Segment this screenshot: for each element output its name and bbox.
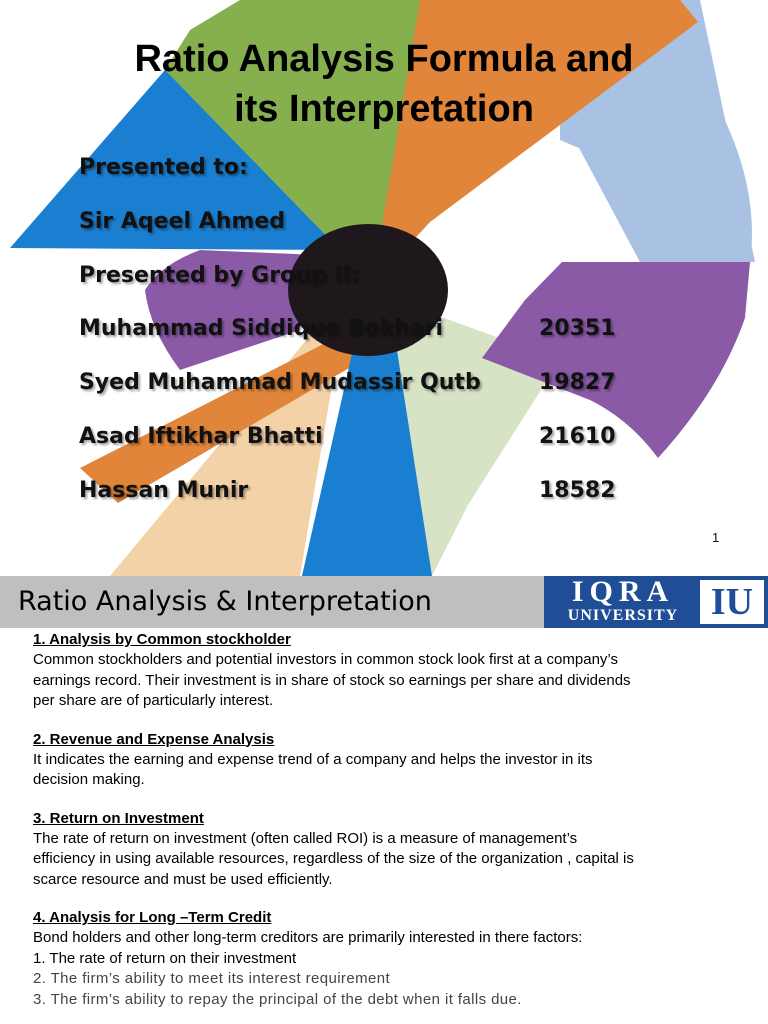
content-slide: [0, 576, 768, 1024]
section-text-line: Bond holders and other long-term creditors are primarily interested in there factors:: [33, 929, 583, 946]
section-title: 3. Return on Investment: [33, 809, 204, 827]
member-id: 19827: [539, 370, 616, 395]
section-title: 1. Analysis by Common stockholder: [33, 631, 291, 648]
member-name: Asad Iftikhar Bhatti: [79, 424, 323, 449]
logo-text-university: UNIVERSITY: [567, 607, 679, 624]
slide-heading: Ratio Analysis & Interpretation: [18, 586, 432, 617]
page-number: 1: [712, 530, 720, 545]
presented-to-name: Sir Aqeel Ahmed: [79, 209, 285, 234]
member-id: 21610: [539, 424, 616, 449]
member-name: Syed Muhammad Mudassir Qutb: [79, 370, 481, 395]
slide-title: [60, 34, 708, 134]
section-text-line: decision making.: [33, 771, 145, 788]
logo-mark-iu: IU: [700, 580, 764, 624]
title-line-2: its Interpretation: [234, 88, 534, 130]
section-title: 4. Analysis for Long –Term Credit: [33, 909, 272, 926]
section-revenue-expense: [33, 730, 733, 791]
section-return-on-investment: [33, 809, 733, 891]
member-id: 18582: [539, 478, 616, 503]
section-text-line: earnings record. Their investment is in share of stock so earnings per share and dividends: [33, 671, 631, 689]
section-text-line: scarce resource and must be used efficiently.: [33, 870, 333, 888]
member-id: 20351: [539, 316, 616, 341]
section-text-line: 2. The firm’s ability to meet its interest requirement: [33, 970, 391, 987]
logo-text-iqra: IQRA: [571, 576, 675, 608]
presented-to-label: Presented to:: [79, 155, 248, 180]
section-text-line: It indicates the earning and expense trend of a company and helps the investor in its: [33, 750, 593, 768]
section-title: 2. Revenue and Expense Analysis: [33, 730, 275, 748]
section-text-line: 3. The firm’s ability to repay the principal of the debt when it falls due.: [33, 990, 522, 1008]
section-text-line: Common stockholders and potential investors in common stock look first at a company’s: [33, 651, 618, 668]
member-name: Muhammad Siddique Bokhari: [79, 316, 443, 341]
section-common-stockholder: [33, 630, 733, 712]
section-long-term-credit: [33, 908, 733, 1010]
slide-content: [33, 630, 733, 1024]
section-text-line: The rate of return on investment (often called ROI) is a measure of management’s: [33, 829, 578, 847]
title-line-1: Ratio Analysis Formula and: [134, 38, 634, 80]
section-text-line: 1. The rate of return on their investment: [33, 949, 297, 967]
member-name: Hassan Munir: [79, 478, 249, 503]
presented-by-label: Presented by Group II:: [79, 263, 360, 288]
iqra-university-logo: [544, 576, 768, 628]
section-text-line: per share are of particularly interest.: [33, 692, 274, 709]
section-text-line: efficiency in using available resources, regardless of the size of the organization , capital is: [33, 850, 634, 867]
